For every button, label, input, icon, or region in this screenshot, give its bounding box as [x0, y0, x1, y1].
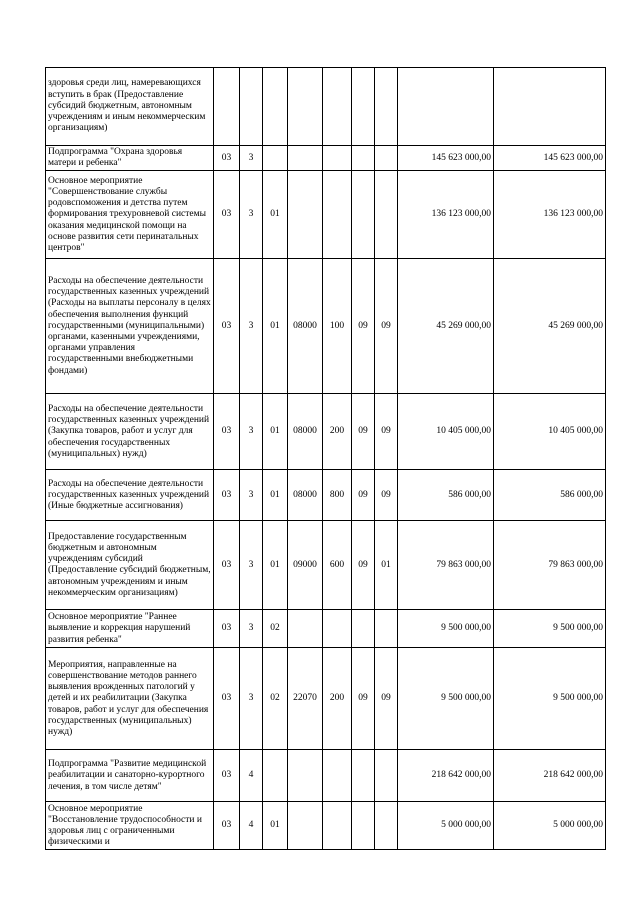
cell-amount-1: 9 500 000,00: [398, 610, 494, 648]
cell-event: 02: [263, 610, 288, 648]
cell-program: 03: [214, 610, 240, 648]
row-name: Основное мероприятие "Раннее выявление и коррекция нарушений развития ребенка": [46, 610, 214, 648]
cell-expense-type: 100: [323, 259, 352, 394]
cell-expense-type: [323, 146, 352, 171]
cell-expense-type: 800: [323, 470, 352, 521]
table-row: [46, 394, 606, 470]
cell-amount-1: 218 642 000,00: [398, 750, 494, 802]
cell-section: [352, 171, 375, 259]
cell-subsection: [375, 171, 398, 259]
cell-section: 09: [352, 394, 375, 470]
cell-direction: 08000: [288, 259, 323, 394]
cell-event: [263, 146, 288, 171]
cell-amount-2: 145 623 000,00: [494, 146, 606, 171]
cell-amount-2: 10 405 000,00: [494, 394, 606, 470]
cell-section: 09: [352, 259, 375, 394]
cell-amount-2: 9 500 000,00: [494, 610, 606, 648]
cell-amount-2: 218 642 000,00: [494, 750, 606, 802]
cell-amount-1: 9 500 000,00: [398, 648, 494, 750]
cell-amount-2: 5 000 000,00: [494, 802, 606, 850]
cell-program: 03: [214, 146, 240, 171]
cell-amount-2: [494, 68, 606, 146]
cell-subprogram: 3: [240, 610, 263, 648]
cell-amount-2: 79 863 000,00: [494, 521, 606, 610]
row-name: Расходы на обеспечение деятельности государственных казенных учреждений (Закупка товаров, работ и услуг для обеспечения государственных (муниципальных) нужд): [46, 394, 214, 470]
cell-event: 01: [263, 394, 288, 470]
cell-expense-type: [323, 68, 352, 146]
cell-direction: 08000: [288, 470, 323, 521]
table-row: [46, 802, 606, 850]
table-row: [46, 259, 606, 394]
cell-subprogram: 3: [240, 171, 263, 259]
cell-amount-2: 9 500 000,00: [494, 648, 606, 750]
row-name: Мероприятия, направленные на совершенствование методов раннего выявления врожденных патологий у детей и их реабилитации (Закупка товаров, работ и услуг для обеспечения государственных (муниципальных) нужд): [46, 648, 214, 750]
cell-subsection: 09: [375, 470, 398, 521]
cell-section: [352, 146, 375, 171]
cell-subsection: [375, 68, 398, 146]
table-row: [46, 750, 606, 802]
cell-event: [263, 68, 288, 146]
cell-event: 01: [263, 171, 288, 259]
cell-program: 03: [214, 259, 240, 394]
cell-program: 03: [214, 750, 240, 802]
table-row: [46, 146, 606, 171]
row-name: Основное мероприятие "Восстановление трудоспособности и здоровья лиц с ограниченными физическими и: [46, 802, 214, 850]
cell-section: 09: [352, 648, 375, 750]
row-name: Предоставление государственным бюджетным и автономным учреждениям субсидий (Предоставление субсидий бюджетным, автономным учреждениям и иным некоммерческим организациям): [46, 521, 214, 610]
cell-amount-1: 145 623 000,00: [398, 146, 494, 171]
cell-event: 01: [263, 470, 288, 521]
cell-expense-type: [323, 802, 352, 850]
cell-program: 03: [214, 470, 240, 521]
cell-subsection: [375, 750, 398, 802]
cell-section: [352, 750, 375, 802]
cell-expense-type: [323, 171, 352, 259]
table-row: [46, 171, 606, 259]
table-row: [46, 610, 606, 648]
cell-subprogram: 4: [240, 750, 263, 802]
cell-direction: 08000: [288, 394, 323, 470]
cell-amount-1: [398, 68, 494, 146]
row-name: Расходы на обеспечение деятельности государственных казенных учреждений (Расходы на выплаты персоналу в целях обеспечения выполнения функций государственными (муниципальными) органами, казенными учреждениями, органами управления государственными внебюджетными фондами): [46, 259, 214, 394]
cell-subprogram: 3: [240, 470, 263, 521]
cell-section: [352, 802, 375, 850]
cell-direction: 22070: [288, 648, 323, 750]
row-name: Основное мероприятие "Совершенствование службы родовспоможения и детства путем формирования трехуровневой системы оказания медицинской помощи на основе развития сети перинатальных центров": [46, 171, 214, 259]
cell-program: 03: [214, 648, 240, 750]
cell-event: 01: [263, 802, 288, 850]
cell-program: 03: [214, 394, 240, 470]
cell-expense-type: [323, 750, 352, 802]
cell-expense-type: 200: [323, 648, 352, 750]
row-name: Расходы на обеспечение деятельности государственных казенных учреждений (Иные бюджетные ассигнования): [46, 470, 214, 521]
cell-event: 01: [263, 521, 288, 610]
table-row: [46, 648, 606, 750]
cell-direction: [288, 146, 323, 171]
cell-amount-1: 136 123 000,00: [398, 171, 494, 259]
cell-subsection: 09: [375, 259, 398, 394]
cell-event: 01: [263, 259, 288, 394]
cell-amount-2: 136 123 000,00: [494, 171, 606, 259]
cell-subsection: [375, 146, 398, 171]
budget-table: [45, 67, 606, 850]
cell-subsection: [375, 610, 398, 648]
cell-section: 09: [352, 521, 375, 610]
cell-amount-1: 45 269 000,00: [398, 259, 494, 394]
cell-amount-1: 5 000 000,00: [398, 802, 494, 850]
cell-program: 03: [214, 171, 240, 259]
cell-program: 03: [214, 521, 240, 610]
cell-direction: [288, 68, 323, 146]
cell-expense-type: 600: [323, 521, 352, 610]
cell-event: 02: [263, 648, 288, 750]
row-name: здоровья среди лиц, намеревающихся вступить в брак (Предоставление субсидий бюджетным, автономным учреждениям и иным некоммерческим организациям): [46, 68, 214, 146]
cell-amount-1: 586 000,00: [398, 470, 494, 521]
cell-program: [214, 68, 240, 146]
cell-direction: [288, 802, 323, 850]
table-row: [46, 470, 606, 521]
table-row: [46, 521, 606, 610]
cell-section: [352, 610, 375, 648]
cell-subsection: 01: [375, 521, 398, 610]
cell-amount-1: 10 405 000,00: [398, 394, 494, 470]
cell-subsection: 09: [375, 648, 398, 750]
cell-program: 03: [214, 802, 240, 850]
cell-direction: [288, 171, 323, 259]
cell-subprogram: 3: [240, 648, 263, 750]
cell-subsection: 09: [375, 394, 398, 470]
cell-amount-2: 45 269 000,00: [494, 259, 606, 394]
cell-subprogram: 3: [240, 146, 263, 171]
cell-subprogram: 3: [240, 259, 263, 394]
cell-subprogram: 3: [240, 394, 263, 470]
cell-amount-2: 586 000,00: [494, 470, 606, 521]
row-name: Подпрограмма "Охрана здоровья матери и ребенка": [46, 146, 214, 171]
cell-event: [263, 750, 288, 802]
cell-subsection: [375, 802, 398, 850]
cell-expense-type: 200: [323, 394, 352, 470]
cell-expense-type: [323, 610, 352, 648]
table-row: [46, 68, 606, 146]
cell-direction: [288, 610, 323, 648]
cell-subprogram: 3: [240, 521, 263, 610]
cell-section: [352, 68, 375, 146]
cell-amount-1: 79 863 000,00: [398, 521, 494, 610]
cell-direction: 09000: [288, 521, 323, 610]
cell-direction: [288, 750, 323, 802]
cell-subprogram: 4: [240, 802, 263, 850]
cell-subprogram: [240, 68, 263, 146]
cell-section: 09: [352, 470, 375, 521]
row-name: Подпрограмма "Развитие медицинской реабилитации и санаторно-курортного лечения, в том числе детям": [46, 750, 214, 802]
